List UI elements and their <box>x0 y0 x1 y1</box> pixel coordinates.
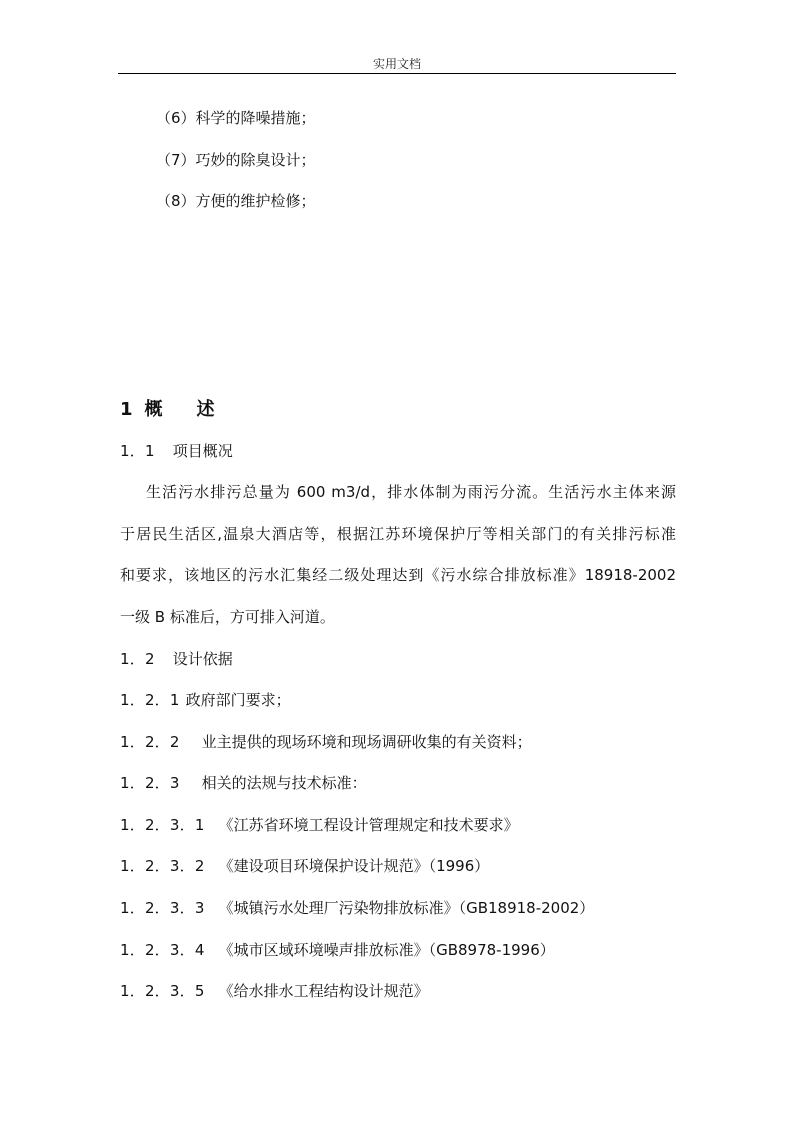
item-number: 1．2．2 <box>120 733 180 751</box>
item-number: 1．2．1 <box>120 691 180 709</box>
list-item: （7）巧妙的除臭设计； <box>156 151 316 169</box>
subsection-number: 1．2 <box>120 650 155 668</box>
item-number: 1．2．3．5 <box>120 982 205 1000</box>
subsection-number: 1．1 <box>120 442 155 460</box>
paragraph-line: 和要求，该地区的污水汇集经二级处理达到《污水综合排放标准》18918-2002 <box>120 566 676 584</box>
item-text: 《给水排水工程结构设计规范》 <box>218 982 429 1000</box>
paragraph-line: 于居民生活区,温泉大酒店等，根据江苏环境保护厅等相关部门的有关排污标准 <box>120 525 676 543</box>
item-number: 1．2．3 <box>120 774 180 792</box>
subsection-heading <box>120 441 233 461</box>
item-number: 1．2．3．4 <box>120 941 205 959</box>
list-item: （8）方便的维护检修； <box>156 192 316 210</box>
list-item <box>120 690 291 710</box>
standard-item <box>120 815 519 835</box>
list-item <box>120 773 367 793</box>
item-text: 相关的法规与技术标准： <box>201 774 367 792</box>
section-heading <box>120 398 215 422</box>
standard-item <box>120 981 429 1001</box>
item-text: 《江苏省环境工程设计管理规定和技术要求》 <box>218 816 519 834</box>
header-rule <box>118 73 676 74</box>
item-text: 业主提供的现场环境和现场调研收集的有关资料； <box>201 733 532 751</box>
subsection-title: 项目概况 <box>172 442 233 460</box>
paragraph-line: 生活污水排污总量为 600 m3/d，排水体制为雨污分流。生活污水主体来源 <box>146 483 676 501</box>
standard-item <box>120 856 489 876</box>
item-number: 1．2．3．1 <box>120 816 205 834</box>
item-text: 《建设项目环境保护设计规范》（1996） <box>218 857 490 875</box>
list-item: （6）科学的降噪措施； <box>156 109 316 127</box>
item-text: 《城镇污水处理厂污染物排放标准》（GB18918-2002） <box>218 899 595 917</box>
paragraph-line: 一级 B 标准后，方可排入河道。 <box>120 608 335 626</box>
section-title-part: 概 <box>144 399 163 420</box>
page-header: 实用文档 <box>372 57 421 71</box>
standard-item <box>120 898 594 918</box>
subsection-heading <box>120 649 233 669</box>
item-number: 1．2．3．3 <box>120 899 205 917</box>
item-text: 《城市区域环境噪声排放标准》（GB8978-1996） <box>218 941 555 959</box>
list-item <box>120 732 532 752</box>
standard-item <box>120 940 555 960</box>
subsection-title: 设计依据 <box>172 650 233 668</box>
section-title-part: 述 <box>196 399 215 420</box>
item-number: 1．2．3．2 <box>120 857 205 875</box>
section-number: 1 <box>120 399 133 420</box>
item-text: 政府部门要求； <box>185 691 291 709</box>
